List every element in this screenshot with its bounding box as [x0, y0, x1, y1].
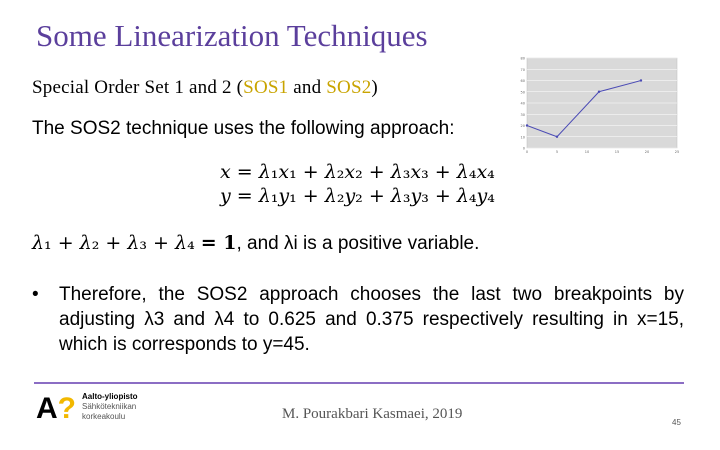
page-number: 45 — [672, 418, 681, 427]
equation-y: y = λ₁y₁ + λ₂y₂ + λ₃y₃ + λ₄y₄ — [220, 185, 495, 207]
y-tick-label: 40 — [520, 101, 525, 106]
intro-text: The SOS2 technique uses the following approach: — [32, 118, 455, 139]
y-tick-label: 60 — [520, 79, 525, 83]
slide-subtitle — [32, 77, 378, 99]
subtitle-sos1: SOS1 — [243, 77, 289, 98]
y-tick-label: 20 — [520, 124, 525, 128]
data-point — [556, 136, 558, 138]
logo-line-2: Sähkötekniikan — [82, 402, 137, 411]
data-point — [598, 91, 600, 93]
data-point — [526, 124, 528, 126]
aalto-logo — [36, 392, 176, 428]
logo-mark-a: A — [36, 392, 58, 425]
y-tick-label: 30 — [520, 112, 525, 117]
x-tick-label: 15 — [614, 150, 620, 154]
line-chart — [515, 52, 681, 162]
line-chart-svg — [515, 52, 681, 162]
logo-line-1: Aalto-yliopisto — [82, 392, 138, 401]
y-tick-label: 10 — [520, 135, 525, 140]
bullet-item — [32, 282, 684, 357]
subtitle-suffix: ) — [371, 77, 378, 98]
footer-author: M. Pourakbari Kasmaei, 2019 — [282, 406, 463, 422]
logo-text — [82, 392, 138, 422]
x-tick-label: 5 — [555, 150, 559, 154]
constraint-text: , and λi is a positive variable. — [236, 233, 480, 254]
y-tick-label: 0 — [522, 146, 525, 151]
subtitle-and: and — [288, 77, 327, 98]
slide-title: Some Linearization Techniques — [36, 18, 428, 53]
constraint-equation: λ₁ + λ₂ + λ₃ + λ₄ = 1 — [32, 232, 237, 254]
x-tick-label: 10 — [584, 150, 590, 154]
y-tick-label: 50 — [520, 90, 525, 95]
logo-line-3: korkeakoulu — [82, 412, 126, 421]
constraint-line — [32, 232, 479, 255]
y-tick-label: 80 — [520, 56, 525, 61]
bullet-marker: • — [32, 284, 39, 305]
logo-mark-q: ? — [57, 392, 76, 425]
bullet-text: Therefore, the SOS2 approach chooses the last two breakpoints by adjusting λ3 and λ4 to 0.625 and 0.375 respectively resulting in x=15, which is corresponds to y=45. — [59, 284, 684, 355]
logo-mark — [36, 394, 76, 424]
x-tick-label: 0 — [525, 150, 529, 154]
equation-x: x = λ₁x₁ + λ₂x₂ + λ₃x₃ + λ₄x₄ — [220, 161, 495, 183]
data-point — [640, 79, 642, 81]
subtitle-sos2: SOS2 — [326, 77, 372, 98]
footer-divider — [34, 382, 684, 384]
subtitle-prefix: Special Order Set 1 and 2 ( — [32, 77, 244, 98]
y-tick-label: 70 — [520, 67, 525, 72]
x-tick-label: 25 — [674, 150, 680, 154]
x-tick-label: 20 — [644, 150, 650, 154]
